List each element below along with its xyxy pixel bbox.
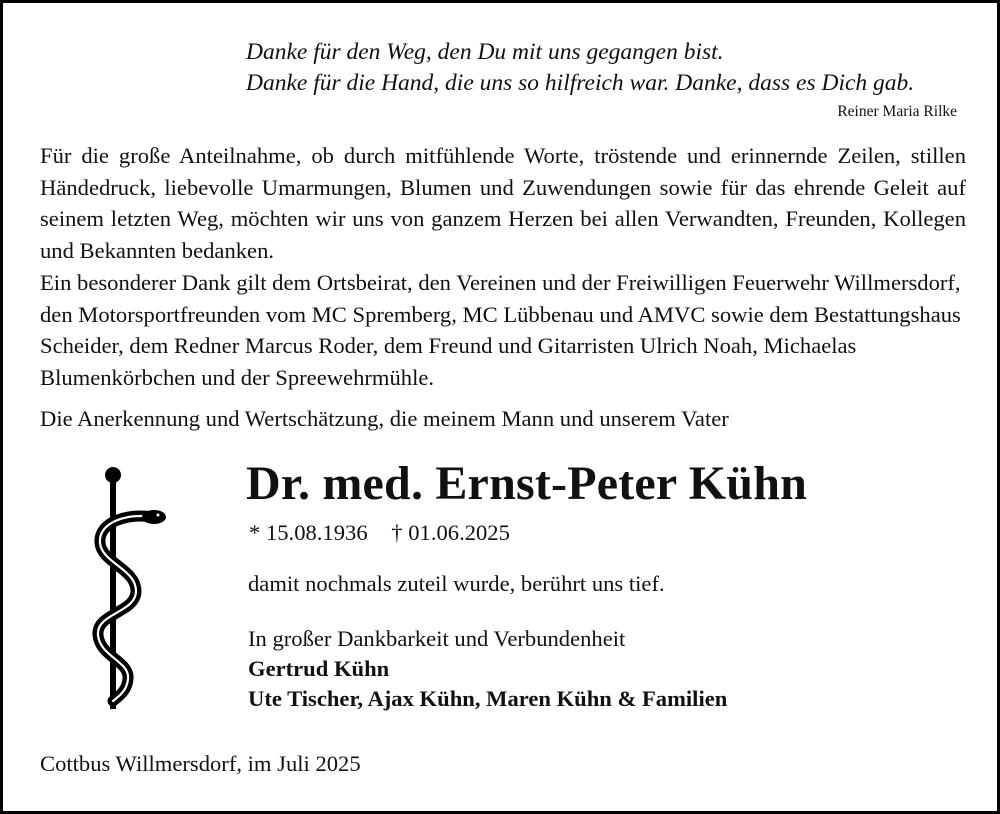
signature-family: Ute Tischer, Ajax Kühn, Maren Kühn & Familien bbox=[248, 686, 728, 711]
thanks-paragraph: Für die große Anteilnahme, ob durch mitfühlende Worte, tröstende und erinnernde Zeilen, stillen Händedruck, liebevolle Umarmungen, Blumen und Zuwendungen sowie für das ehrende Geleit auf seinem letzten Weg, möchten wir uns von ganzem Herzen bei allen Verwandten, Freunden, Kollegen und Bekannten bedanken. bbox=[40, 143, 966, 263]
closing-line: In großer Dankbarkeit und Verbundenheit bbox=[248, 626, 626, 651]
birth-date: * 15.08.1936 bbox=[249, 520, 368, 545]
life-dates bbox=[249, 520, 510, 546]
quote-author: Reiner Maria Rilke bbox=[837, 103, 957, 120]
recognition-line: Die Anerkennung und Wertschätzung, die meinem Mann und unserem Vater bbox=[40, 406, 729, 431]
quote-line: Danke für die Hand, die uns so hilfreich war. Danke, dass es Dich gab. bbox=[246, 70, 915, 96]
signature-primary: Gertrud Kühn bbox=[248, 656, 390, 681]
rod-of-asclepius-icon bbox=[40, 463, 190, 711]
deceased-name: Dr. med. Ernst-Peter Kühn bbox=[246, 457, 807, 510]
quote-line: Danke für den Weg, den Du mit uns gegangen bist. bbox=[246, 39, 724, 65]
rilke-quote bbox=[246, 37, 966, 99]
tribute-line: damit nochmals zuteil wurde, berührt uns tief. bbox=[248, 571, 665, 596]
place-and-date: Cottbus Willmersdorf, im Juli 2025 bbox=[40, 751, 361, 776]
special-thanks-paragraph: Ein besonderer Dank gilt dem Ortsbeirat, den Vereinen und der Freiwilligen Feuerwehr Willmersdorf, den Motorsportfreunden vom MC Spremberg, MC Lübbenau und AMVC sowie dem Bestattungshaus Scheider, dem Redner Marcus Roder, dem Freund und Gitarristen Ulrich Noah, Michaelas Blumenkörbchen und der Spreewehrmühle. bbox=[40, 270, 961, 390]
death-date: † 01.06.2025 bbox=[391, 520, 510, 545]
